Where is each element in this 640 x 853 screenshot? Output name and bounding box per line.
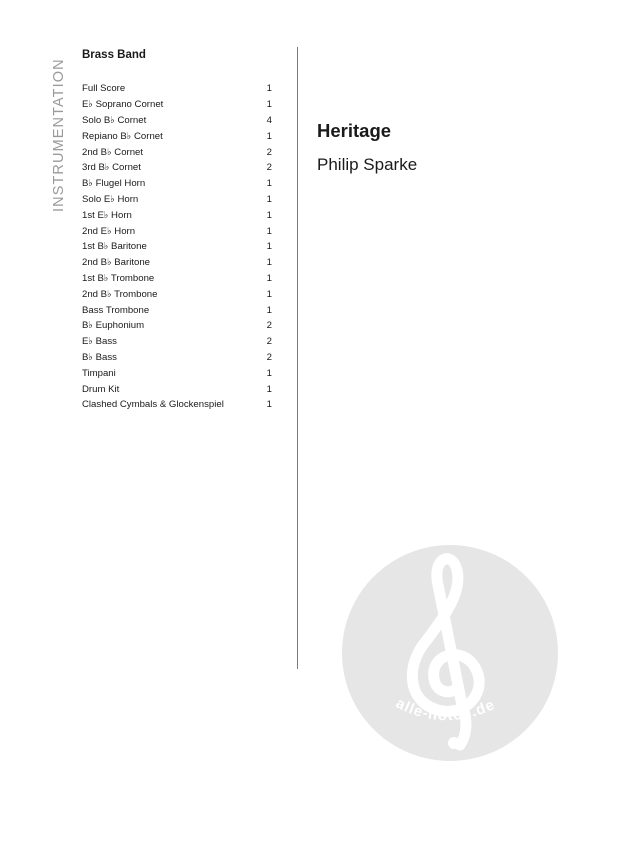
part-quantity: 1	[266, 209, 272, 221]
part-name: Solo B♭ Cornet	[82, 114, 147, 126]
part-row	[82, 97, 272, 113]
part-row	[82, 255, 272, 271]
part-quantity: 1	[266, 288, 272, 300]
part-name: 2nd B♭ Baritone	[82, 257, 150, 269]
part-quantity: 1	[266, 130, 272, 142]
parts-list	[82, 81, 272, 413]
part-name: Clashed Cymbals & Glockenspiel	[82, 399, 224, 411]
part-name: 1st B♭ Baritone	[82, 241, 147, 253]
part-name: 2nd B♭ Cornet	[82, 146, 144, 158]
column-divider	[297, 47, 298, 669]
part-quantity: 1	[266, 83, 272, 95]
part-row	[82, 318, 272, 334]
part-name: 1st E♭ Horn	[82, 209, 132, 221]
part-row	[82, 176, 272, 192]
treble-clef-icon	[342, 545, 558, 761]
part-quantity: 1	[266, 178, 272, 190]
part-quantity: 1	[266, 272, 272, 284]
watermark-text: alle-noten.de	[393, 694, 498, 725]
part-row	[82, 271, 272, 287]
part-row	[82, 286, 272, 302]
part-quantity: 1	[266, 193, 272, 205]
part-row	[82, 302, 272, 318]
part-row	[82, 207, 272, 223]
part-name: Drum Kit	[82, 383, 120, 395]
part-row	[82, 144, 272, 160]
part-row	[82, 128, 272, 144]
part-row	[82, 192, 272, 208]
part-quantity: 1	[266, 367, 272, 379]
part-quantity: 1	[266, 304, 272, 316]
part-quantity: 1	[266, 241, 272, 253]
part-row	[82, 397, 272, 413]
composer-name: Philip Sparke	[317, 155, 418, 174]
part-row	[82, 113, 272, 129]
part-quantity: 1	[266, 99, 272, 111]
part-row	[82, 223, 272, 239]
part-quantity: 2	[266, 146, 272, 158]
part-name: 3rd B♭ Cornet	[82, 162, 141, 174]
instrumentation-side-label: INSTRUMENTATION	[51, 58, 67, 212]
part-name: 2nd B♭ Trombone	[82, 288, 158, 300]
part-name: B♭ Bass	[82, 351, 117, 363]
part-name: E♭ Bass	[82, 336, 117, 348]
part-quantity: 2	[266, 320, 272, 332]
part-quantity: 1	[266, 257, 272, 269]
part-row	[82, 381, 272, 397]
part-row	[82, 350, 272, 366]
part-name: Solo E♭ Horn	[82, 193, 139, 205]
section-title: Brass Band	[82, 49, 146, 61]
part-quantity: 2	[266, 162, 272, 174]
part-row	[82, 160, 272, 176]
part-quantity: 1	[266, 225, 272, 237]
part-row	[82, 365, 272, 381]
part-name: B♭ Euphonium	[82, 320, 145, 332]
part-name: 2nd E♭ Horn	[82, 225, 136, 237]
part-quantity: 1	[266, 399, 272, 411]
part-name: Timpani	[82, 367, 116, 379]
part-quantity: 4	[266, 114, 272, 126]
work-title: Heritage	[317, 120, 392, 141]
part-quantity: 1	[266, 383, 272, 395]
part-name: B♭ Flugel Horn	[82, 178, 146, 190]
part-name: 1st B♭ Trombone	[82, 272, 155, 284]
part-name: Full Score	[82, 83, 126, 95]
part-name: Repiano B♭ Cornet	[82, 130, 163, 142]
part-row	[82, 239, 272, 255]
part-name: E♭ Soprano Cornet	[82, 99, 164, 111]
part-row	[82, 334, 272, 350]
part-row	[82, 81, 272, 97]
part-quantity: 2	[266, 351, 272, 363]
part-quantity: 2	[266, 336, 272, 348]
part-name: Bass Trombone	[82, 304, 150, 316]
